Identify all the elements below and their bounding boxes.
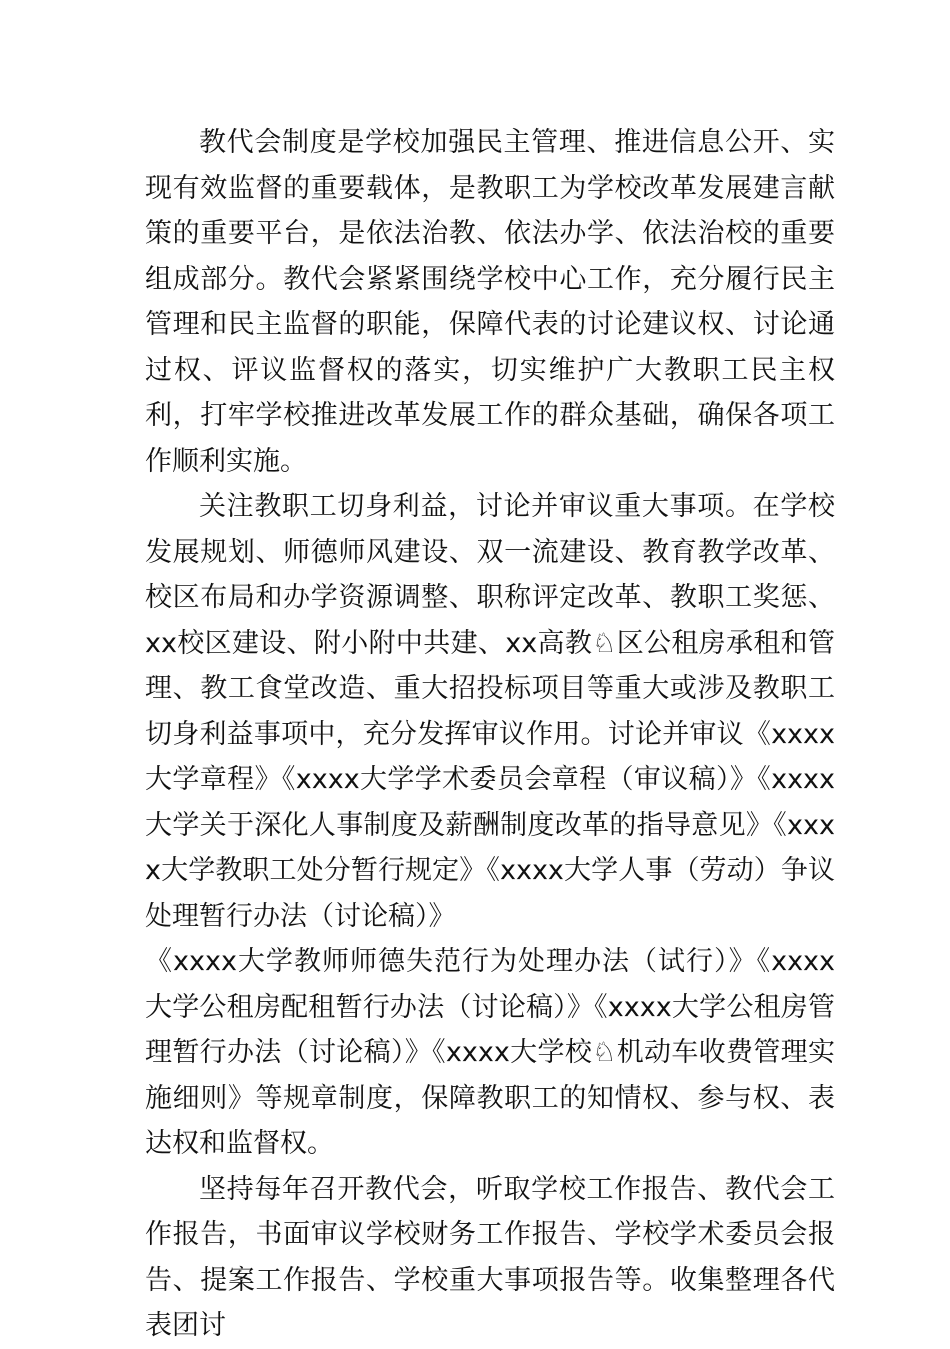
paragraph-1: 教代会制度是学校加强民主管理、推进信息公开、实现有效监督的重要载体，是教职工为学校改革发展建言献策的重要平台，是依法治教、依法办学、依法治校的重要组成部分。教代会紧紧围绕学校中心工作，充分履行民主管理和民主监督的职能，保障代表的讨论建议权、讨论通过权、评议监督权的落实，切实维护广大教职工民主权利，打牢学校推进改革发展工作的群众基础，确保各项工作顺利实施。 <box>145 127 835 477</box>
document-body <box>145 120 835 1349</box>
paragraph-4: 坚持每年召开教代会，听取学校工作报告、教代会工作报告，书面审议学校财务工作报告、学校学术委员会报告、提案工作报告、学校重大事项报告等。收集整理各代表团讨 <box>145 1173 835 1341</box>
paragraph-3: 《xxxx大学教师师德失范行为处理办法（试行）》《xxxx大学公租房配租暂行办法（讨论稿）》《xxxx大学公租房管理暂行办法（讨论稿）》《xxxx大学校♘机动车收费管理实施细则》等规章制度，保障教职工的知情权、参与权、表达权和监督权。 <box>145 946 835 1159</box>
paragraph-2: 关注教职工切身利益，讨论并审议重大事项。在学校发展规划、师德师风建设、双一流建设、教育教学改革、校区布局和办学资源调整、职称评定改革、教职工奖惩、xx校区建设、附小附中共建、xx高教♘区公租房承租和管理、教工食堂改造、重大招投标项目等重大或涉及教职工切身利益事项中，充分发挥审议作用。讨论并审议《xxxx大学章程》《xxxx大学学术委员会章程（审议稿）》《xxxx大学关于深化人事制度及薪酬制度改革的指导意见》《xxxx大学教职工处分暂行规定》《xxxx大学人事（劳动）争议处理暂行办法（讨论稿）》 <box>145 491 835 932</box>
